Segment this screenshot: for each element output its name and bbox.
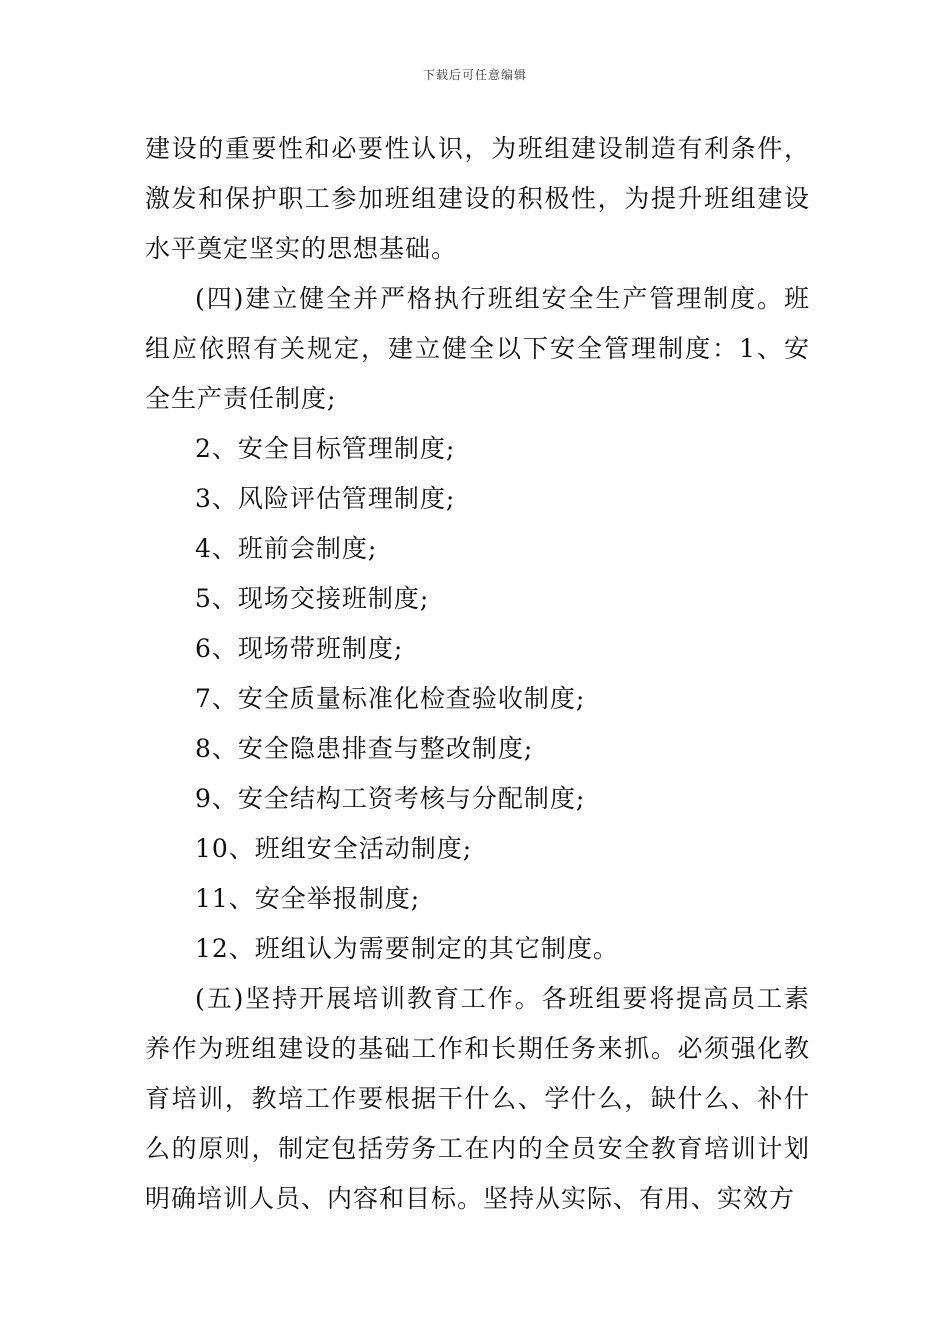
list-item-12: 12、班组认为需要制定的其它制度。 [195,934,619,963]
paragraph-section-4: (四)建立健全并严格执行班组安全生产管理制度。班组应依照有关规定，建立健全以下安全管理制度：1、安全生产责任制度; [145,284,810,413]
list-item-6: 6、现场带班制度; [195,634,404,663]
list-item-5: 5、现场交接班制度; [195,584,430,613]
list-item-8: 8、安全隐患排查与整改制度; [195,734,534,763]
header-note: 下载后可任意编辑 [422,68,527,82]
list-item-9: 9、安全结构工资考核与分配制度; [195,784,586,813]
paragraph-section-5: (五)坚持开展培训教育工作。各班组要将提高员工素养作为班组建设的基础工作和长期任务来抓。必须强化教育培训，教培工作要根据干什么、学什么，缺什么、补什么的原则，制定包括劳务工在内的全员安全教育培训计划明确培训人员、内容和目标。坚持从实际、有用、实效方 [145,984,810,1213]
list-item-11: 11、安全举报制度; [195,884,421,913]
list-item-2: 2、安全目标管理制度; [195,434,456,463]
list-item-10: 10、班组安全活动制度; [195,834,473,863]
list-item-3: 3、风险评估管理制度; [195,484,456,513]
list-item-4: 4、班前会制度; [195,534,378,563]
document-body [145,124,810,1224]
paragraph-intro: 建设的重要性和必要性认识，为班组建设制造有利条件，激发和保护职工参加班组建设的积极性，为提升班组建设水平奠定坚实的思想基础。 [145,134,810,263]
list-item-7: 7、安全质量标准化检查验收制度; [195,684,586,713]
